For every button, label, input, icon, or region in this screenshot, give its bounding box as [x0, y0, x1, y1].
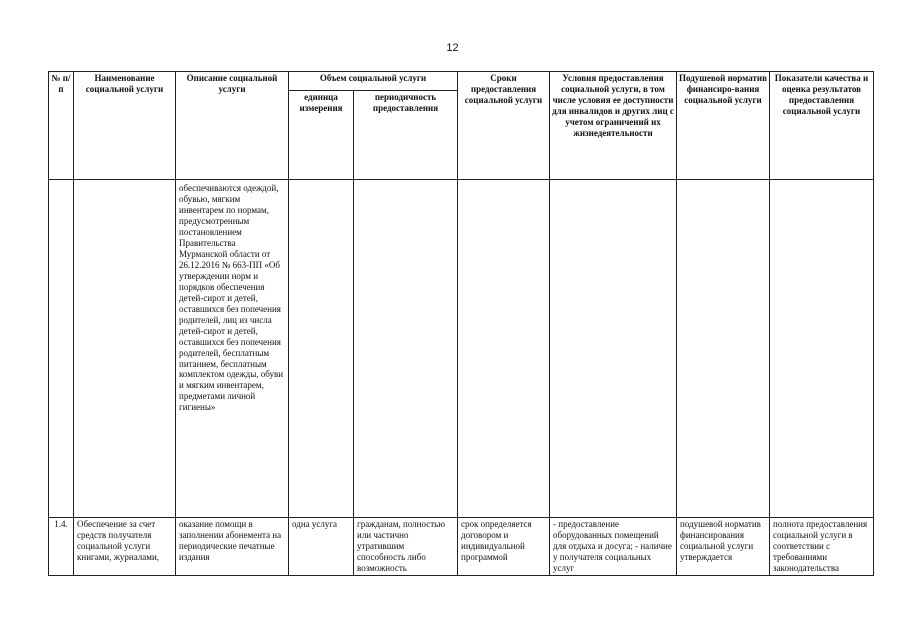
row-service-name: Обеспечение за счет средств получателя социальной услуги книгами, журналами, — [74, 518, 176, 576]
table-cell — [550, 180, 677, 518]
table-row — [49, 180, 874, 518]
table-cell — [458, 180, 550, 518]
table-cell — [677, 180, 770, 518]
row-terms: срок определяется договором и индивидуальной программой — [458, 518, 550, 576]
row-unit: одна услуга — [289, 518, 354, 576]
social-services-table — [48, 71, 874, 576]
table-cell — [74, 180, 176, 518]
table-header-row — [49, 72, 874, 91]
table-cell — [354, 180, 458, 518]
page-number: 12 — [446, 42, 459, 54]
header-norm: Подушевой норматив финансиро-вания социальной услуги — [677, 72, 770, 180]
header-periodicity: периодичность предоставления — [354, 91, 458, 180]
header-description: Описание социальной услуги — [176, 72, 289, 180]
header-conditions: Условия предоставления социальной услуги, в том числе условия ее доступности для инвалидов и других лиц с учетом ограничений их жизнедеятельности — [550, 72, 677, 180]
row-conditions: - предоставление оборудованных помещений для отдыха и досуга; - наличие у получателя социальных услуг — [550, 518, 677, 576]
table-cell — [49, 180, 74, 518]
table-row — [49, 518, 874, 576]
header-volume: Объем социальной услуги — [289, 72, 458, 91]
header-unit: единица измерения — [289, 91, 354, 180]
continuation-description: обеспечиваются одеждой, обувью, мягким инвентарем по нормам, предусмотренным постановлением Правительства Мурманской области от 26.12.2016 № 663-ПП «Об утверждении норм и порядков обеспечения детей-сирот и детей, оставшихся без попечения родителей, лиц из числа детей-сирот и детей, оставшихся без попечения родителей, бесплатным питанием, бесплатным комплектом одежды, обуви и мягким инвентарем, предметами личной гигиены» — [176, 180, 289, 518]
header-service-name: Наименование социальной услуги — [74, 72, 176, 180]
row-indicators: полнота предоставления социальной услуги в соответствии с требованиями законодательства — [770, 518, 874, 576]
header-num: № п/п — [49, 72, 74, 180]
header-indicators: Показатели качества и оценка результатов предоставления социальной услуги — [770, 72, 874, 180]
row-periodicity: гражданам, полностью или частично утратившим способность либо возможность — [354, 518, 458, 576]
table-cell — [289, 180, 354, 518]
row-description: оказание помощи в заполнении абонемента на периодические печатные издания — [176, 518, 289, 576]
header-terms: Сроки предоставления социальной услуги — [458, 72, 550, 180]
row-number: 1.4. — [49, 518, 74, 576]
table-cell — [770, 180, 874, 518]
row-norm: подушевой норматив финансирования социальной услуги утверждается — [677, 518, 770, 576]
